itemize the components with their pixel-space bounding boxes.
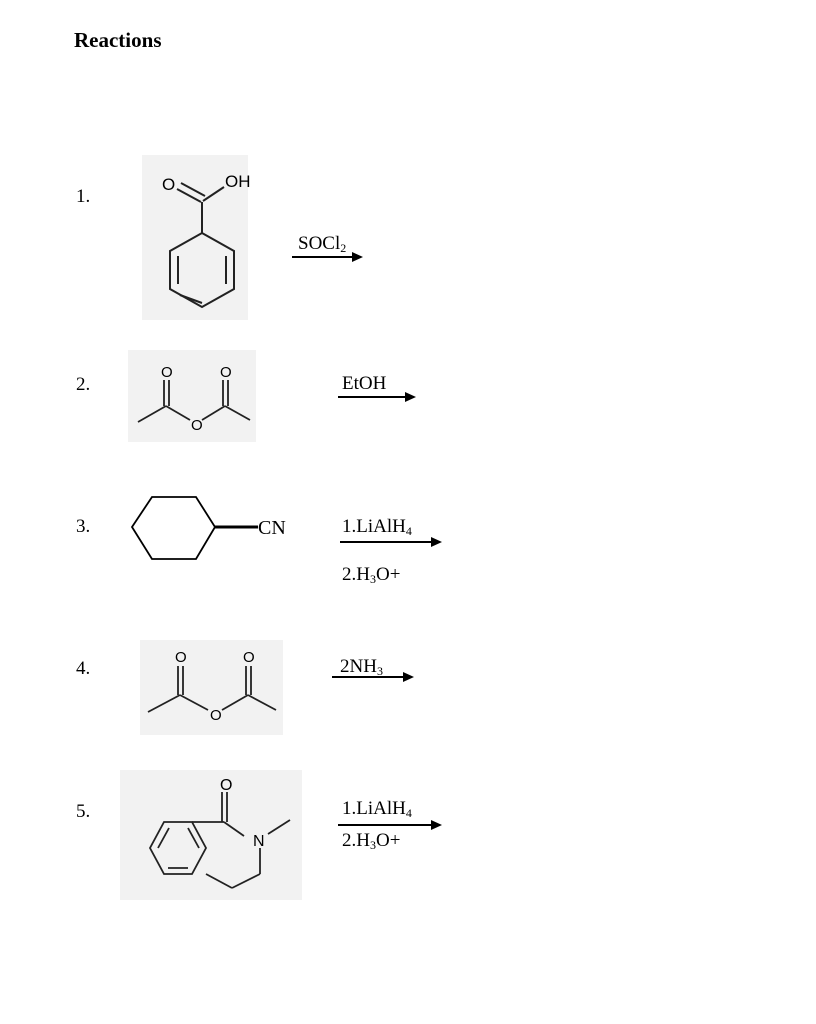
nitrile-label: CN <box>258 517 286 539</box>
oxygen-label: O <box>191 417 203 434</box>
reagent-label-secondary: $2.H_3O+$ <box>342 564 401 586</box>
reagent-label: SOCl$_2$ <box>298 233 347 255</box>
nitrogen-label: N <box>253 833 265 850</box>
reaction-number: 3. <box>76 516 91 537</box>
reaction-number: 4. <box>76 658 91 679</box>
oxygen-label: O <box>175 649 187 666</box>
reaction-arrow-icon <box>332 670 416 684</box>
reaction-number: 5. <box>76 801 91 822</box>
oxygen-label: O <box>243 649 255 666</box>
page-title: Reactions <box>74 28 162 52</box>
reaction-number: 2. <box>76 374 91 395</box>
reaction-arrow-icon <box>292 250 364 264</box>
oxygen-label: O <box>210 707 222 724</box>
n-methyl-dihydroisoquinolinone-structure-icon <box>120 770 302 900</box>
reagent-label: EtOH <box>342 373 387 394</box>
reaction-arrow-icon <box>340 535 444 549</box>
reaction-arrow-icon <box>338 390 418 404</box>
oxygen-label: O <box>161 364 173 381</box>
acetic-anhydride-structure-icon <box>128 350 258 442</box>
reagent-label: 1.LiAlH$_4$ <box>342 798 412 820</box>
reagent-label: 1.LiAlH$_4$ <box>342 516 412 538</box>
oxygen-label: O <box>220 777 233 794</box>
reagent-label-secondary: $2.H_3O+$ <box>342 830 401 852</box>
oxygen-label: O <box>162 175 176 194</box>
reagent-label: $2NH_3$ <box>340 656 383 678</box>
hydroxyl-label: OH <box>225 172 250 191</box>
reaction-number: 1. <box>76 186 91 207</box>
acetic-anhydride-structure-icon <box>140 640 285 735</box>
cyclohexanecarbonitrile-structure-icon <box>128 495 303 565</box>
oxygen-label: O <box>220 364 232 381</box>
benzoic-acid-structure-icon <box>140 155 250 320</box>
